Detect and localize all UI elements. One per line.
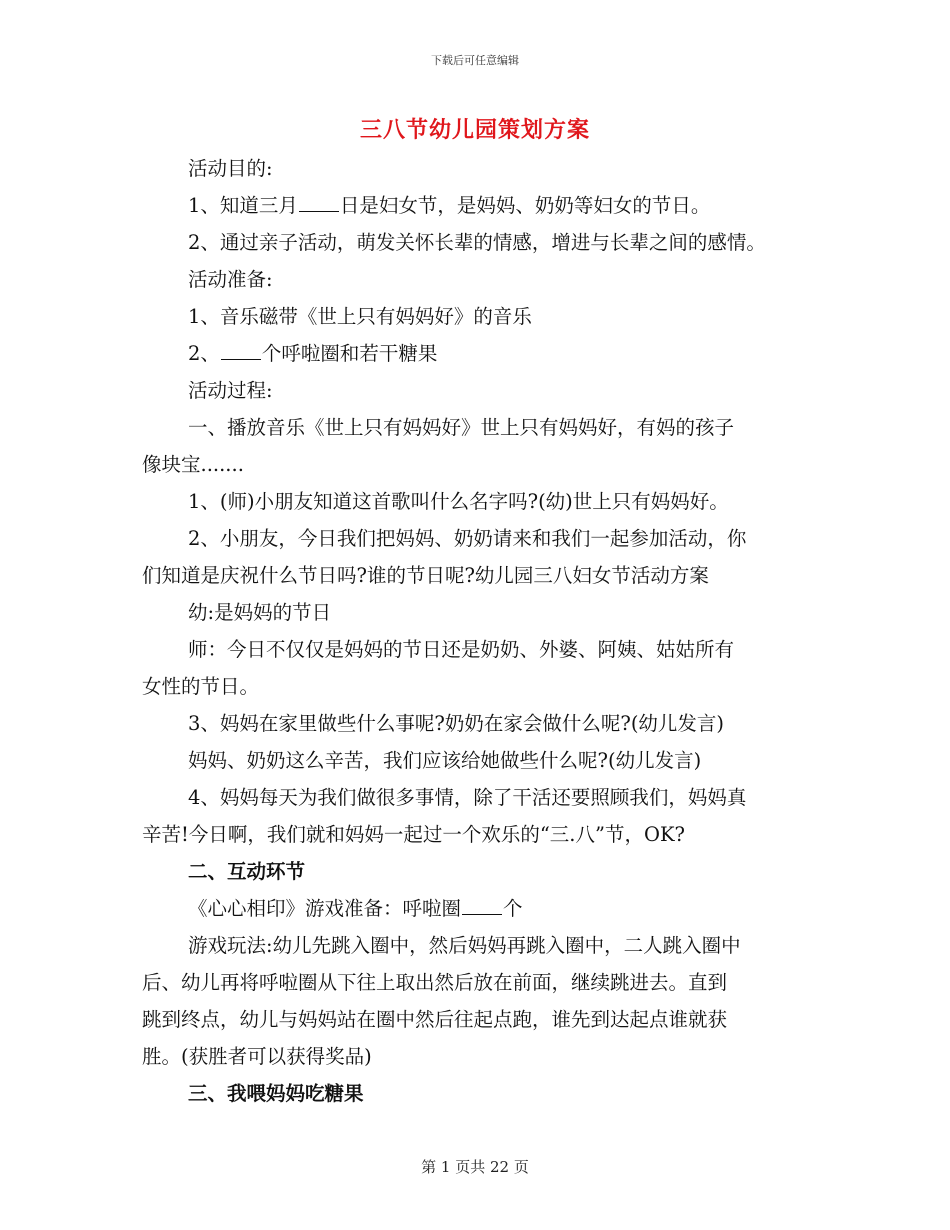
paragraph: 1、音乐磁带《世上只有妈妈好》的音乐 [188, 305, 532, 328]
paragraph: 幼:是妈妈的节日 [188, 601, 332, 624]
paragraph [142, 335, 822, 372]
fill-blank [462, 913, 502, 915]
paragraph: 活动过程: [188, 379, 273, 402]
paragraph-continuation: 女性的节日。 [142, 675, 260, 698]
paragraph: 1、(师)小朋友知道这首歌叫什么名字吗?(幼)世上只有妈妈好。 [188, 490, 729, 513]
paragraph: 游戏玩法:幼儿先跳入圈中，然后妈妈再跳入圈中，二人跳入圈中 [188, 934, 741, 957]
paragraph: 4、妈妈每天为我们做很多事情，除了干活还要照顾我们，妈妈真 [188, 786, 747, 809]
fill-blank [299, 210, 339, 212]
paragraph-continuation: 们知道是庆祝什么节日吗?谁的节日呢?幼儿园三八妇女节活动方案 [142, 564, 709, 587]
fill-blank [221, 358, 261, 360]
paragraph: 2、小朋友，今日我们把妈妈、奶奶请来和我们一起参加活动，你 [188, 527, 747, 550]
text-segment: 个 [503, 897, 523, 920]
paragraph [142, 890, 822, 927]
text-segment: 《心心相印》游戏准备：呼啦圈 [188, 897, 462, 920]
paragraph: 2、通过亲子活动，萌发关怀长辈的情感，增进与长辈之间的感情。 [188, 231, 766, 254]
text-segment: 1、知道三月 [188, 194, 298, 217]
section-heading: 三、我喂妈妈吃糖果 [188, 1082, 364, 1105]
paragraph-continuation: 辛苦!今日啊，我们就和妈妈一起过一个欢乐的“三.八”节，OK? [142, 823, 685, 846]
paragraph: 活动准备: [188, 268, 273, 291]
paragraph-continuation: 胜。(获胜者可以获得奖品) [142, 1045, 372, 1068]
paragraph-continuation: 跳到终点，幼儿与妈妈站在圈中然后往起点跑，谁先到达起点谁就获 [142, 1008, 728, 1031]
paragraph: 活动目的: [188, 157, 273, 180]
page-footer: 第 1 页共 22 页 [421, 1158, 529, 1176]
paragraph: 一、播放音乐《世上只有妈妈好》世上只有妈妈好，有妈的孩子 [188, 416, 735, 439]
document-title: 三八节幼儿园策划方案 [359, 117, 590, 143]
section-heading: 二、互动环节 [188, 860, 306, 883]
document-body [142, 150, 822, 1112]
text-segment: 个呼啦圈和若干糖果 [261, 342, 438, 365]
paragraph: 妈妈、奶奶这么辛苦，我们应该给她做些什么呢?(幼儿发言) [188, 749, 702, 772]
text-segment: 日是妇女节，是妈妈、奶奶等妇女的节日。 [339, 194, 711, 217]
paragraph: 师：今日不仅仅是妈妈的节日还是奶奶、外婆、阿姨、姑姑所有 [188, 638, 735, 661]
page-header: 下载后可任意编辑 [431, 54, 519, 67]
paragraph-continuation: 像块宝....... [142, 453, 244, 476]
paragraph [142, 187, 822, 224]
paragraph: 3、妈妈在家里做些什么事呢?奶奶在家会做什么呢?(幼儿发言) [188, 712, 725, 735]
text-segment: 2、 [188, 342, 220, 365]
paragraph-continuation: 后、幼儿再将呼啦圈从下往上取出然后放在前面，继续跳进去。直到 [142, 971, 728, 994]
